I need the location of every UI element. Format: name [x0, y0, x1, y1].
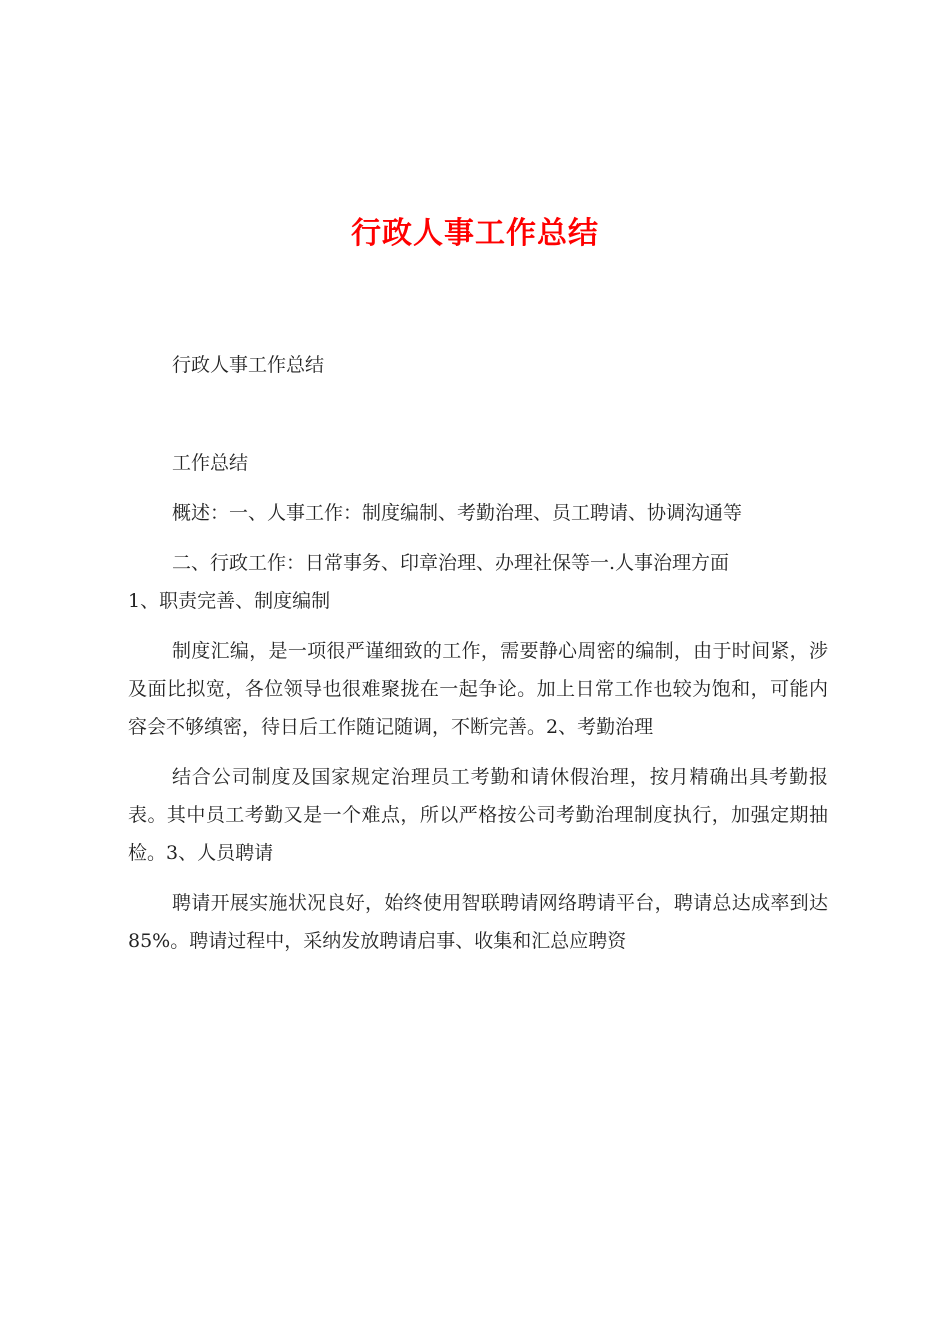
- document-body: [128, 346, 828, 960]
- paragraph-section-title: 工作总结: [172, 452, 249, 474]
- paragraph-system-compilation: 制度汇编，是一项很严谨细致的工作，需要静心周密的编制，由于时间紧，涉及面比拟宽，各位领导也很难聚拢在一起争论。加上日常工作也较为饱和，可能内容会不够缜密，待日后工作随记随调，不断完善。2、考勤治理: [128, 640, 828, 738]
- paragraph-recruitment: 聘请开展实施状况良好，始终使用智联聘请网络聘请平台，聘请总达成率到达85%。聘请过程中，采纳发放聘请启事、收集和汇总应聘资: [128, 892, 828, 952]
- paragraph-overview: 概述：一、人事工作：制度编制、考勤治理、员工聘请、协调沟通等: [172, 502, 743, 524]
- paragraph-admin-work: 二、行政工作：日常事务、印章治理、办理社保等一.人事治理方面: [172, 552, 730, 574]
- document-title: 行政人事工作总结: [351, 216, 599, 251]
- paragraph-item-1: 1、职责完善、制度编制: [128, 590, 331, 612]
- paragraph-attendance: 结合公司制度及国家规定治理员工考勤和请休假治理，按月精确出具考勤报表。其中员工考勤又是一个难点，所以严格按公司考勤治理制度执行，加强定期抽检。3、人员聘请: [128, 766, 828, 864]
- paragraph-heading: 行政人事工作总结: [172, 354, 325, 376]
